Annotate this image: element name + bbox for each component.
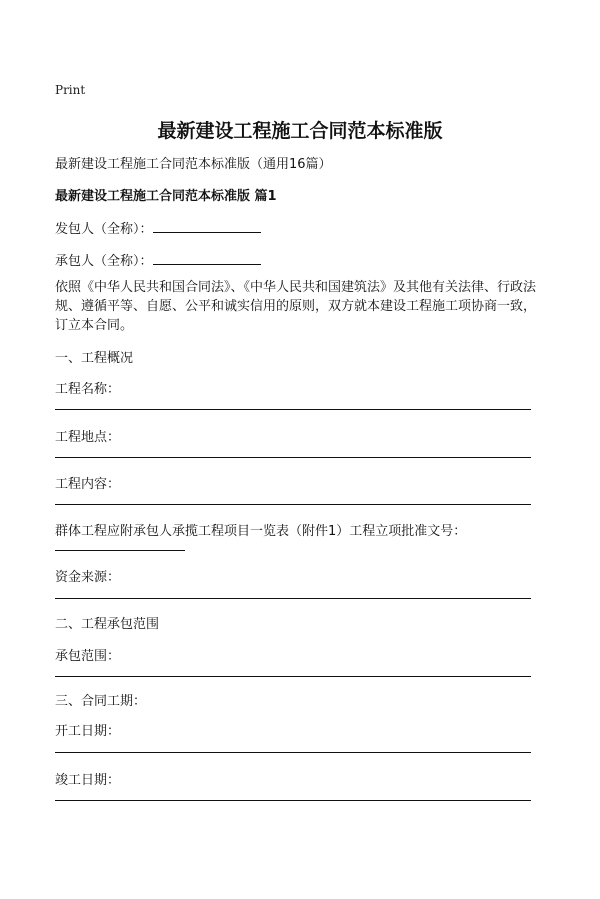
intro-paragraph: 依照《中华人民共和国合同法》、《中华人民共和国建筑法》及其他有关法律、行政法规、遵循平等、自愿、公平和诚实信用的原则，双方就本建设工程施工项协商一致，订立本合同。	[55, 280, 537, 333]
employer-row	[55, 218, 261, 237]
project-location-blank	[55, 457, 531, 458]
project-content-blank	[55, 504, 531, 505]
contractor-label: 承包人（全称）：	[55, 254, 153, 269]
employer-blank	[153, 218, 261, 233]
funding-source-label: 资金来源：	[55, 570, 121, 585]
section1-heading: 一、工程概况	[55, 351, 134, 366]
project-name-blank	[55, 409, 531, 410]
scope-blank	[55, 676, 531, 677]
section-title: 最新建设工程施工合同范本标准版 篇1	[55, 189, 277, 204]
project-name-label: 工程名称：	[55, 382, 121, 397]
start-date-label: 开工日期：	[55, 724, 121, 739]
funding-source-blank	[55, 598, 531, 599]
contractor-row	[55, 250, 261, 269]
scope-label: 承包范围：	[55, 649, 121, 664]
start-date-blank	[55, 752, 531, 753]
contractor-blank	[153, 250, 261, 265]
section3-heading: 三、合同工期：	[55, 694, 147, 709]
project-content-label: 工程内容：	[55, 477, 121, 492]
employer-label: 发包人（全称）：	[55, 222, 153, 237]
section2-heading: 二、工程承包范围	[55, 617, 160, 632]
completion-date-blank	[55, 800, 531, 801]
completion-date-label: 竣工日期：	[55, 773, 121, 788]
document-title: 最新建设工程施工合同范本标准版	[157, 120, 443, 142]
document-subtitle: 最新建设工程施工合同范本标准版（通用16篇）	[55, 157, 332, 172]
approval-number-blank	[55, 550, 185, 551]
print-label: Print	[55, 83, 86, 97]
group-project-text: 群体工程应附承包人承揽工程项目一览表（附件1）工程立项批准文号：	[55, 524, 467, 539]
project-location-label: 工程地点：	[55, 430, 121, 445]
